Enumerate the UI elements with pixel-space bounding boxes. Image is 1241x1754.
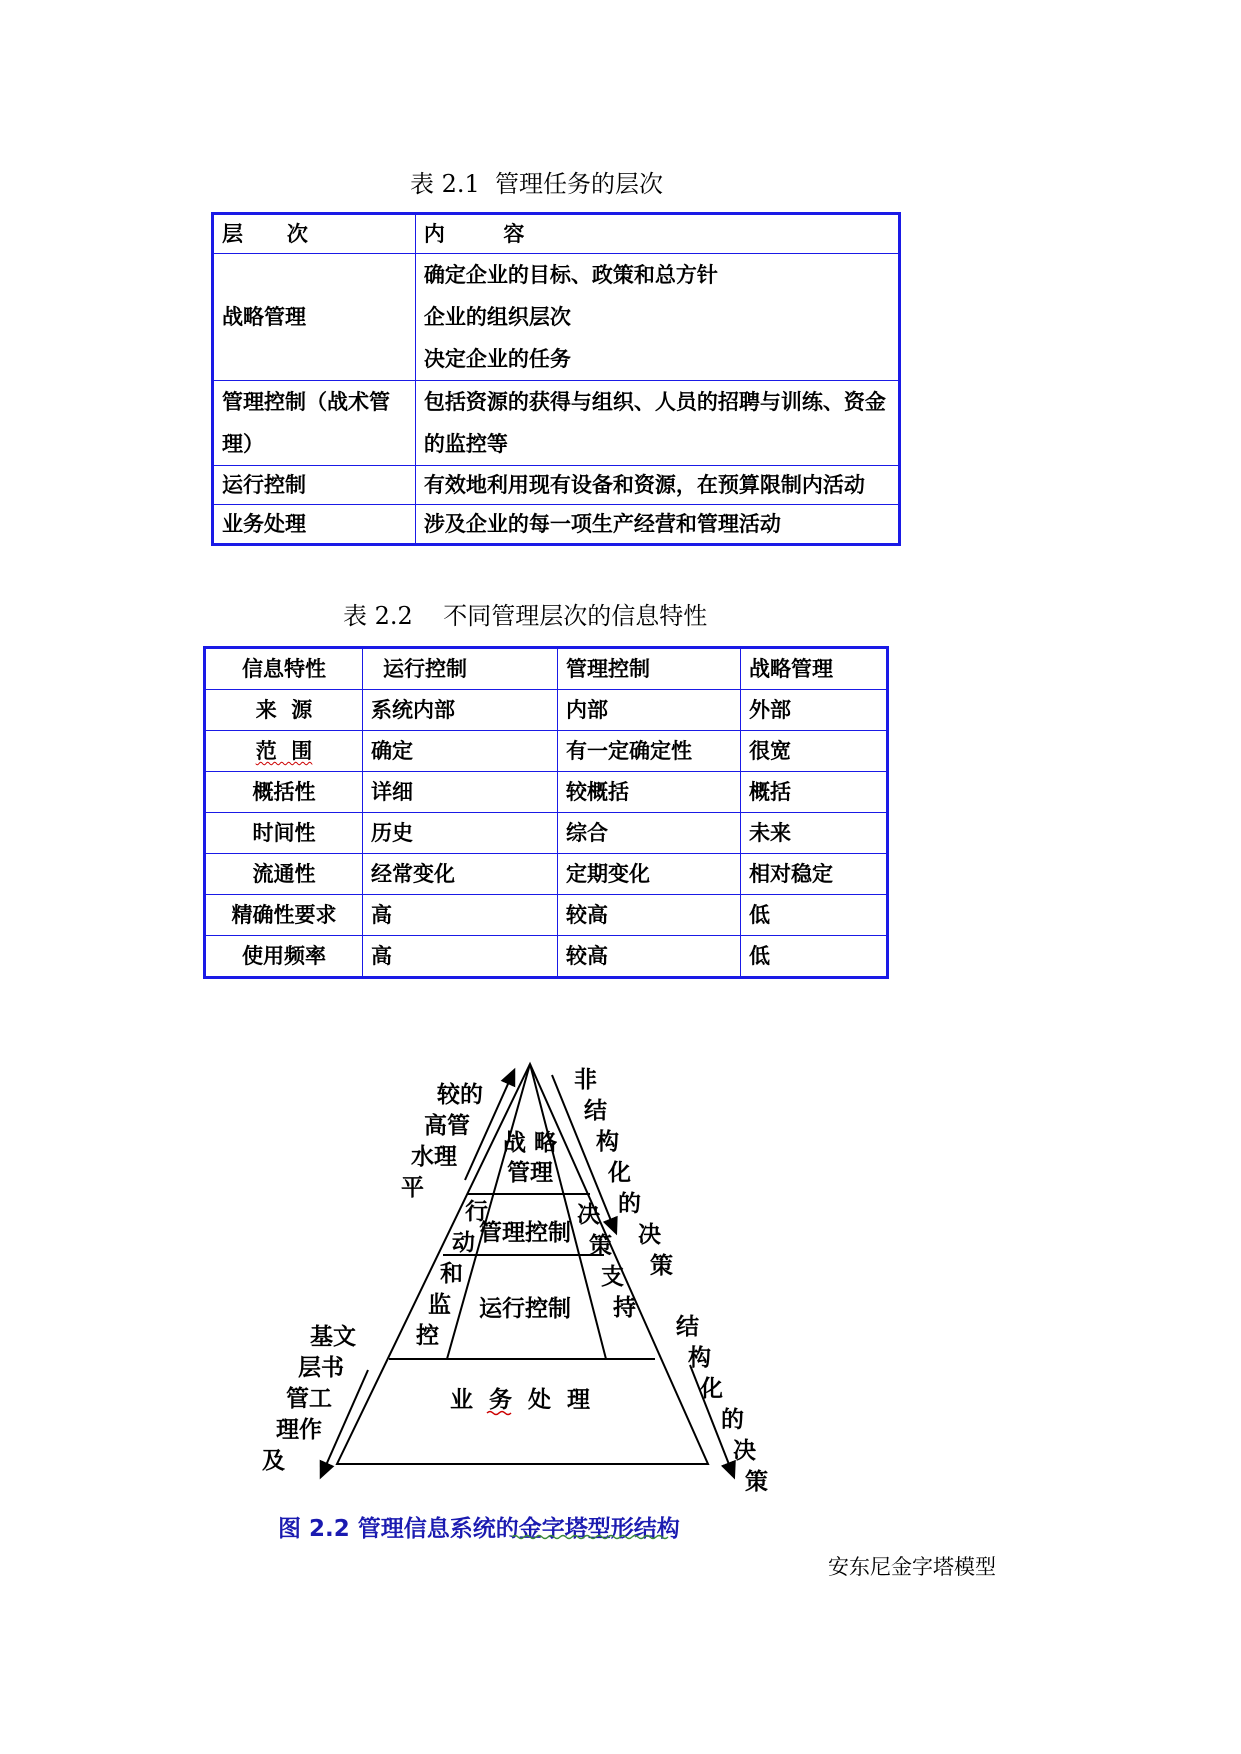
table-cell: 较高 bbox=[558, 936, 741, 978]
content-line: 确定企业的目标、政策和总方针 bbox=[423, 263, 718, 287]
table2-caption: 表 2.2 不同管理层次的信息特性 bbox=[343, 602, 708, 630]
label-action-and-control: 监 bbox=[428, 1292, 451, 1318]
model-label: 安东尼金字塔模型 bbox=[828, 1555, 996, 1579]
label-structured-decision: 化 bbox=[700, 1376, 723, 1402]
label-unstructured-decision: 的 bbox=[618, 1191, 641, 1217]
table-cell: 时间性 bbox=[205, 813, 363, 854]
table-cell: 有效地利用现有设备和资源，在预算限制内活动 bbox=[415, 466, 899, 505]
table-cell: 定期变化 bbox=[558, 854, 741, 895]
label-action-and-control: 和 bbox=[440, 1261, 463, 1287]
range-label: 范 围 bbox=[255, 739, 313, 763]
label-basic-management: 理作 bbox=[276, 1417, 322, 1443]
table-cell: 精确性要求 bbox=[205, 895, 363, 936]
pyramid-level-strategic: 管理 bbox=[507, 1160, 553, 1186]
table-cell: 涉及企业的每一项生产经营和管理活动 bbox=[415, 505, 899, 545]
table-cell: 详细 bbox=[363, 772, 558, 813]
table-header-cell: 管理控制 bbox=[558, 648, 741, 690]
label-basic-management: 基文 bbox=[310, 1324, 356, 1350]
table-cell: 很宽 bbox=[741, 731, 888, 772]
pyramid-level-strategic: 战 略 bbox=[502, 1130, 558, 1156]
label-decision-support: 策 bbox=[589, 1233, 612, 1259]
table-cell: 低 bbox=[741, 895, 888, 936]
table1-caption: 表 2.1 管理任务的层次 bbox=[410, 170, 664, 198]
label-structured-decision: 的 bbox=[721, 1407, 744, 1433]
label-structured-decision: 策 bbox=[745, 1469, 768, 1495]
label-structured-decision: 决 bbox=[733, 1438, 756, 1464]
label-unstructured-decision: 非 bbox=[574, 1067, 597, 1093]
table-cell: 概括 bbox=[741, 772, 888, 813]
table-header-cell: 运行控制 bbox=[363, 648, 558, 690]
table-cell: 未来 bbox=[741, 813, 888, 854]
label-basic-management: 及 bbox=[262, 1448, 285, 1474]
table-header-cell: 内 容 bbox=[415, 214, 899, 254]
table-cell: 包括资源的获得与组织、人员的招聘与训练、资金的监控等 bbox=[415, 381, 899, 466]
table-cell: 战略管理 bbox=[213, 254, 416, 381]
table-cell: 内部 bbox=[558, 690, 741, 731]
label-decision-support: 持 bbox=[613, 1295, 636, 1321]
pyramid-level-transactions: 业 务 处 理 bbox=[449, 1387, 591, 1413]
label-structured-decision: 结 bbox=[676, 1314, 699, 1340]
table-cell: 综合 bbox=[558, 813, 741, 854]
table-cell: 系统内部 bbox=[363, 690, 558, 731]
label-unstructured-decision: 策 bbox=[650, 1253, 673, 1279]
table-cell: 相对稳定 bbox=[741, 854, 888, 895]
figure-caption: 图 2.2 管理信息系统的金字塔型形结构 bbox=[278, 1516, 680, 1542]
content-line: 企业的组织层次 bbox=[423, 305, 571, 329]
table-cell: 概括性 bbox=[205, 772, 363, 813]
label-basic-management: 层书 bbox=[298, 1355, 344, 1381]
label-action-and-control: 控 bbox=[416, 1323, 439, 1349]
label-action-and-control: 动 bbox=[452, 1230, 475, 1256]
table-cell: 业务处理 bbox=[213, 505, 416, 545]
table-cell: 流通性 bbox=[205, 854, 363, 895]
table-header-cell: 信息特性 bbox=[205, 648, 363, 690]
table-cell: 确定 bbox=[363, 731, 558, 772]
table-cell: 有一定确定性 bbox=[558, 731, 741, 772]
label-higher-management: 水理 bbox=[411, 1144, 457, 1170]
label-higher-management: 较的 bbox=[437, 1082, 483, 1108]
table-cell: 较概括 bbox=[558, 772, 741, 813]
table-cell: 经常变化 bbox=[363, 854, 558, 895]
table-cell: 历史 bbox=[363, 813, 558, 854]
table-cell: 高 bbox=[363, 895, 558, 936]
label-unstructured-decision: 构 bbox=[596, 1129, 619, 1155]
table-cell: 运行控制 bbox=[213, 466, 416, 505]
table-header-cell: 层 次 bbox=[213, 214, 416, 254]
label-unstructured-decision: 决 bbox=[638, 1222, 661, 1248]
label-unstructured-decision: 结 bbox=[584, 1098, 607, 1124]
label-higher-management: 平 bbox=[401, 1175, 424, 1201]
pyramid-level-operations: 运行控制 bbox=[479, 1296, 571, 1322]
label-decision-support: 决 bbox=[577, 1202, 600, 1228]
content-line: 决定企业的任务 bbox=[423, 347, 571, 371]
table-cell: 使用频率 bbox=[205, 936, 363, 978]
table-cell: 来 源 bbox=[205, 690, 363, 731]
table-cell: 低 bbox=[741, 936, 888, 978]
label-action-and-control: 行 bbox=[465, 1199, 488, 1225]
table-header-cell: 战略管理 bbox=[741, 648, 888, 690]
table-cell: 外部 bbox=[741, 690, 888, 731]
table-cell: 高 bbox=[363, 936, 558, 978]
label-basic-management: 管工 bbox=[286, 1386, 332, 1412]
label-decision-support: 支 bbox=[601, 1264, 624, 1290]
pyramid-level-management: 管理控制 bbox=[479, 1220, 571, 1246]
table-cell: 较高 bbox=[558, 895, 741, 936]
label-unstructured-decision: 化 bbox=[608, 1160, 631, 1186]
label-higher-management: 高管 bbox=[424, 1113, 470, 1139]
label-structured-decision: 构 bbox=[688, 1345, 711, 1371]
table-cell: 管理控制（战术管理） bbox=[213, 381, 416, 466]
